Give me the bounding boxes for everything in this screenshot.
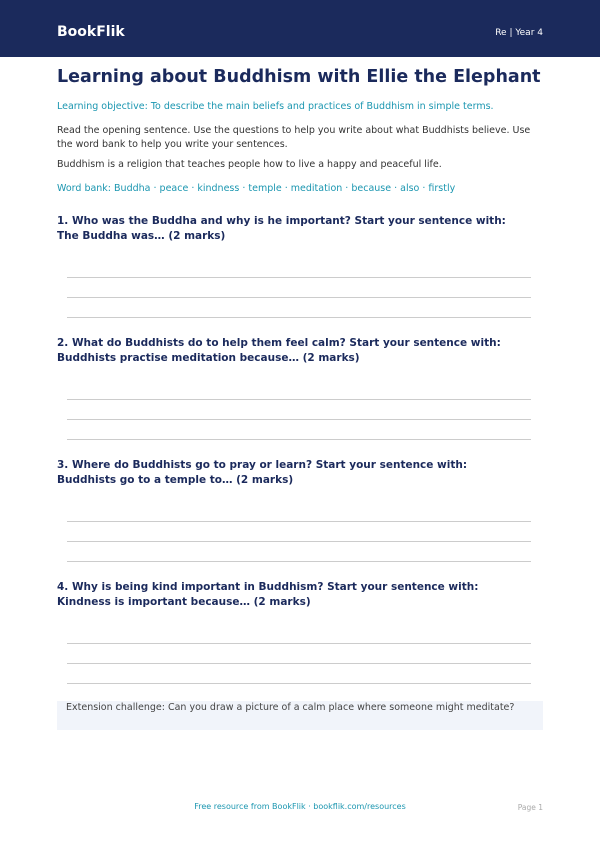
header-bar [0,0,600,57]
word-bank: Word bank: Buddha · peace · kindness · temple · meditation · because · also · firstly [57,183,456,194]
instructions: Read the opening sentence. Use the questions to help you write about what Buddhists believe. Use the word bank to help you write your sentences. [57,125,531,150]
question-1: 1. Who was the Buddha and why is he important? Start your sentence with: The Buddha was… (2 marks) [57,215,506,242]
page-title: Learning about Buddhism with Ellie the Elephant [57,67,541,87]
page-number: Page 1 [517,803,543,812]
answer-line[interactable] [67,683,531,684]
answer-line[interactable] [67,297,531,298]
question-4: 4. Why is being kind important in Buddhism? Start your sentence with: Kindness is important because… (2 marks) [57,581,479,608]
answer-line[interactable] [67,439,531,440]
answer-line[interactable] [67,643,531,644]
answer-line[interactable] [67,521,531,522]
answer-line[interactable] [67,419,531,420]
answer-line[interactable] [67,277,531,278]
answer-line[interactable] [67,541,531,542]
extension-box [57,701,543,730]
opening-sentence: Buddhism is a religion that teaches people how to live a happy and peaceful life. [57,159,442,170]
learning-objective: Learning objective: To describe the main beliefs and practices of Buddhism in simple terms. [57,101,494,112]
answer-line[interactable] [67,399,531,400]
subject-year: Re | Year 4 [495,28,543,38]
question-2: 2. What do Buddhists do to help them feel calm? Start your sentence with: Buddhists practise meditation because… (2 marks) [57,337,501,364]
answer-line[interactable] [67,561,531,562]
question-3: 3. Where do Buddhists go to pray or learn? Start your sentence with: Buddhists go to a temple to… (2 marks) [57,459,468,486]
answer-line[interactable] [67,317,531,318]
brand-logo: BookFlik [57,24,125,40]
extension-challenge: Extension challenge: Can you draw a picture of a calm place where someone might meditate? [66,702,515,713]
footer-link[interactable]: Free resource from BookFlik · bookflik.com/resources [194,802,406,811]
answer-line[interactable] [67,663,531,664]
